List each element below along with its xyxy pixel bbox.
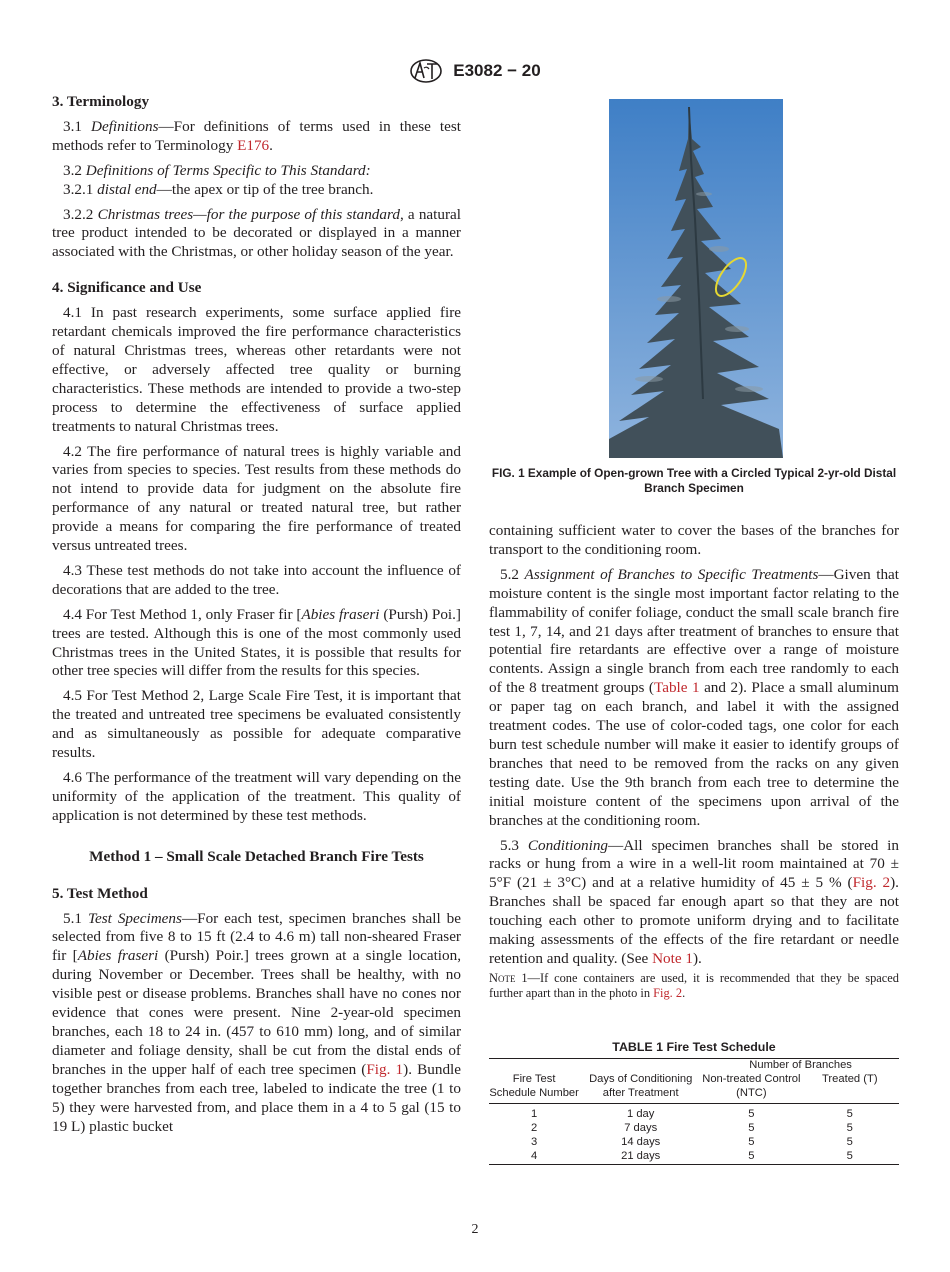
paragraph-3-2-1: 3.2.1 distal end—the apex or tip of the tree branch. [63,180,374,198]
note-1: Note 1—If cone containers are used, it is recommended that they be spaced further apart than in the photo in Fig. 2. [489,970,899,1001]
table-row: 1 1 day 5 5 [530,1108,853,1121]
right-column [489,522,899,1008]
fire-test-schedule-table [489,1058,899,1165]
paragraph-3-2: 3.2 Definitions of Terms Specific to This Standard: [63,161,371,179]
table-1-caption: TABLE 1 Fire Test Schedule [612,1040,776,1054]
figure-1-caption: FIG. 1 Example of Open-grown Tree with a Circled Typical 2-yr-old Distal Branch Specimen [491,466,897,495]
page-header [0,58,950,84]
page-number: 2 [471,1222,479,1237]
fig-1-link[interactable]: Fig. 1 [366,1060,404,1078]
paragraph-4-6: 4.6 The performance of the treatment will vary depending on the uniformity of the application of the treatment. This quality of application is not determined by these test methods. [52,769,461,824]
document-number: E3082 − 20 [453,61,541,80]
paragraph-4-2: 4.2 The fire performance of natural trees is highly variable and varies from species to species. Test results from these methods do not intend to provide data for judgment on the absolute fire performance of any natural or treated natural tree, but rather provide a means for comparing the fire performance of treated versus untreated trees. [52,442,461,555]
paragraph-3-2-2: 3.2.2 Christmas trees—for the purpose of this standard, a natural tree product intended to be decorated or displayed in a manner associated with the Christmas, or other holiday season of the year. [52,205,462,261]
astm-logo-icon [409,58,443,84]
section-3-title: 3. Terminology [52,93,150,110]
paragraph-4-4: 4.4 For Test Method 1, only Fraser fir [Abies fraseri (Pursh) Poi.] trees are tested. Although this is one of the most commonly used Christmas trees in the United States, it is possible that results for other tree species will differ from the results for this species. [52,605,461,680]
tree-photo [609,99,783,458]
table-header-ntc: Non-treated Control (NTC) [702,1072,801,1099]
paragraph-5-1: 5.1 Test Specimens—For each test, specimen branches shall be selected from five 8 to 15 ft (2.4 to 4.6 m) tall non-sheared Fraser fir [Abies fraseri (Pursh) Poir.] trees grown at a single location, during November or December. Trees shall be healthy, with no visible pest or disease problems. Branches shall have no cones nor evidence that cones were present. Nine 2-year-old specimen branches, each 18 to 24 in. (457 to 610 mm) long, and of similar diameter and foliage density, shall be cut from the distal ends of branches in the upper half of each tree specimen (Fig. 1). Bundle together branches from each tree, labeled to indicate the tree (1 to 5) they were harvested from, and place them in a 4 to 5 gal (15 to 19 L) plastic bucket [52,909,462,1135]
paragraph-3-1: 3.1 Definitions—For definitions of terms used in these test methods refer to Terminology E176. [52,117,462,154]
left-column [52,93,461,1142]
table-header-days: Days of Conditioning after Treatment [589,1072,693,1099]
table-1-link[interactable]: Table 1 [653,679,700,697]
table-header-treated: Treated (T) [822,1072,878,1085]
table-row: 3 14 days 5 5 [530,1135,853,1148]
e176-link[interactable]: E176 [237,136,270,154]
paragraph-4-3: 4.3 These test methods do not take into account the influence of decorations that are added to the tree. [52,561,461,598]
method-1-title: Method 1 – Small Scale Detached Branch Fire Tests [89,847,424,865]
section-4-title: 4. Significance and Use [52,279,202,297]
paragraph-4-5: 4.5 For Test Method 2, Large Scale Fire Test, it is important that the treated and untreated tree specimens be evaluated consistently and as simultaneously as possible for adequate comparative results. [52,687,461,762]
table-row: 4 21 days 5 5 [530,1149,853,1162]
paragraph-5-1-continued: containing sufficient water to cover the bases of the branches for transport to the conditioning room. [489,522,899,558]
table-header-schedule: Fire Test Schedule Number [489,1072,579,1099]
note-1-link[interactable]: Note 1 [652,949,693,967]
paragraph-5-3: 5.3 Conditioning—All specimen branches shall be stored in racks or hung from a wire in a well-lit room maintained at 70 ± 5°F (21 ± 3°C) and at a relative humidity of 45 ± 5 % (Fig. 2). Branches shall be spaced far enough apart so that they are not touching each other to promote uniform drying and to facilitate making assessments of the effects of the fire retardant or needle retention and quality. (See Note 1). [489,836,899,967]
section-5-title: 5. Test Method [52,884,148,902]
table-group-header: Number of Branches [749,1059,852,1071]
table-row: 2 7 days 5 5 [530,1122,853,1135]
fig-2-link[interactable]: Fig. 2 [852,874,891,892]
paragraph-5-2: 5.2 Assignment of Branches to Specific Treatments—Given that moisture content is the single most important factor relating to the flammability of conifer foliage, conduct the small scale branch fire test 1, 7, 14, and 21 days after treatment of branches to ensure that potential fire retardants are effective over a range of moisture contents. Assign a single branch from each tree randomly to each of the 8 treatment groups (Table 1 and 2). Place a small aluminum or paper tag on each branch, and label it with the assigned treatment codes. The use of color-coded tags, one color for each burn test schedule number will make it easier to identify groups of branches that need to be removed from the racks on any given testing date. Use the 9th branch from each tree to determine the initial moisture content of the specimens upon arrival of the branches at the conditioning room. [489,565,900,829]
paragraph-4-1: 4.1 In past research experiments, some surface applied fire retardant chemicals improved the fire performance characteristics of natural Christmas trees, whereas other retardants were not effective, or adversely affected tree quality or burning characteristics. These methods are intended to provide a two-step process to determine the effectiveness of surface applied treatments to natural Christmas trees. [52,304,461,435]
note-fig-2-link[interactable]: Fig. 2 [653,986,683,1001]
